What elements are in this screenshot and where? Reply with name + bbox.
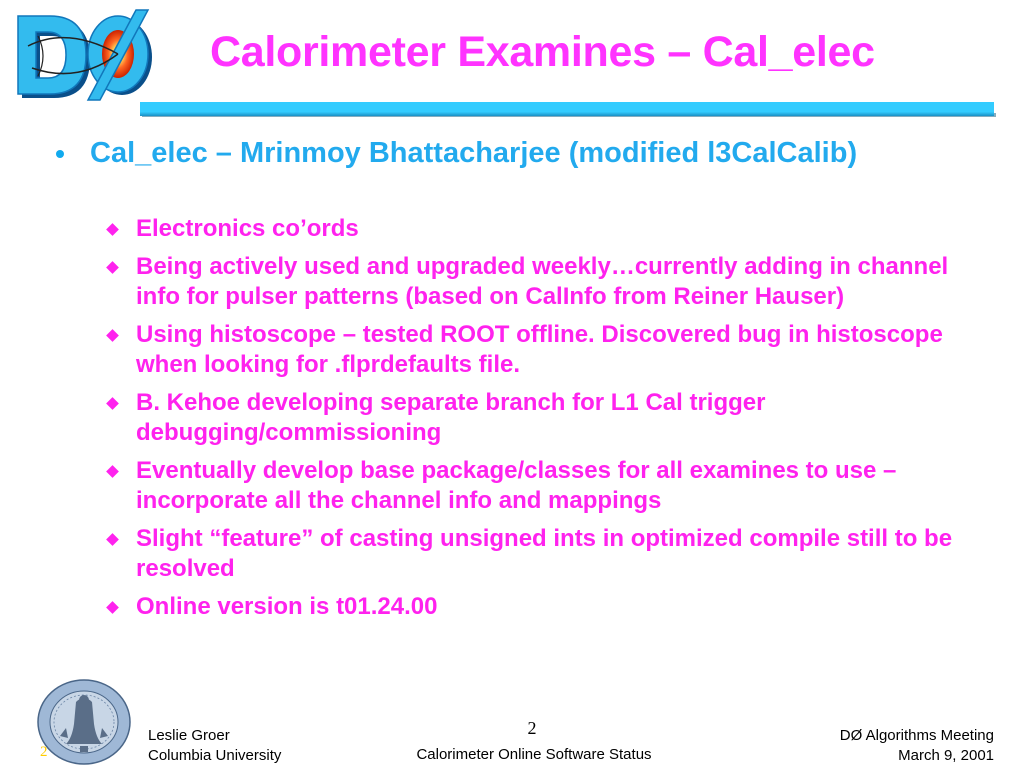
sub-bullet-text: Eventually develop base package/classes for all examines to use – incorporate all the channel info and mappings — [136, 457, 897, 514]
sub-bullet-text: Being actively used and upgraded weekly…currently adding in channel info for pulser patterns (based on CalInfo from Reiner Hauser) — [136, 253, 949, 310]
diamond-bullet-icon — [106, 397, 119, 410]
sub-bullet-item — [104, 252, 984, 312]
sub-bullet-item — [104, 214, 984, 244]
footer-date: March 9, 2001 — [898, 747, 994, 764]
diamond-bullet-icon — [106, 601, 119, 614]
footer-institution: Columbia University — [148, 747, 282, 764]
diamond-bullet-icon — [106, 261, 119, 274]
sub-bullet-text: Slight “feature” of casting unsigned ints in optimized compile still to be resolved — [136, 525, 953, 582]
diamond-bullet-icon — [106, 465, 119, 478]
sub-bullet-text: B. Kehoe developing separate branch for L1 Cal trigger debugging/commissioning — [136, 389, 766, 446]
diamond-bullet-icon — [106, 223, 119, 236]
sub-bullet-item — [104, 388, 984, 448]
bullet-dot-icon — [56, 150, 64, 158]
sub-bullet-list — [104, 214, 984, 630]
corner-slide-number: 2 — [40, 744, 48, 760]
footer-right — [840, 726, 994, 766]
sub-bullet-item — [104, 592, 984, 622]
diamond-bullet-icon — [106, 533, 119, 546]
sub-bullet-text: Online version is t01.24.00 — [136, 593, 438, 620]
main-bullet-text: Cal_elec – Mrinmoy Bhattacharjee (modified l3CalCalib) — [90, 137, 858, 169]
sub-bullet-text: Electronics co’ords — [136, 215, 359, 242]
diamond-bullet-icon — [106, 329, 119, 342]
sub-bullet-item — [104, 524, 984, 584]
footer-slide-number: 2 — [527, 718, 537, 738]
footer-subject: Calorimeter Online Software Status — [416, 746, 652, 763]
sub-bullet-text: Using histoscope – tested ROOT offline. Discovered bug in histoscope when looking for .flprdefaults file. — [136, 321, 943, 378]
sub-bullet-item — [104, 456, 984, 516]
footer-author: Leslie Groer — [148, 727, 230, 744]
sub-bullet-item — [104, 320, 984, 380]
footer-meeting: DØ Algorithms Meeting — [839, 727, 994, 744]
slide-title: Calorimeter Examines – Cal_elec — [210, 28, 875, 76]
